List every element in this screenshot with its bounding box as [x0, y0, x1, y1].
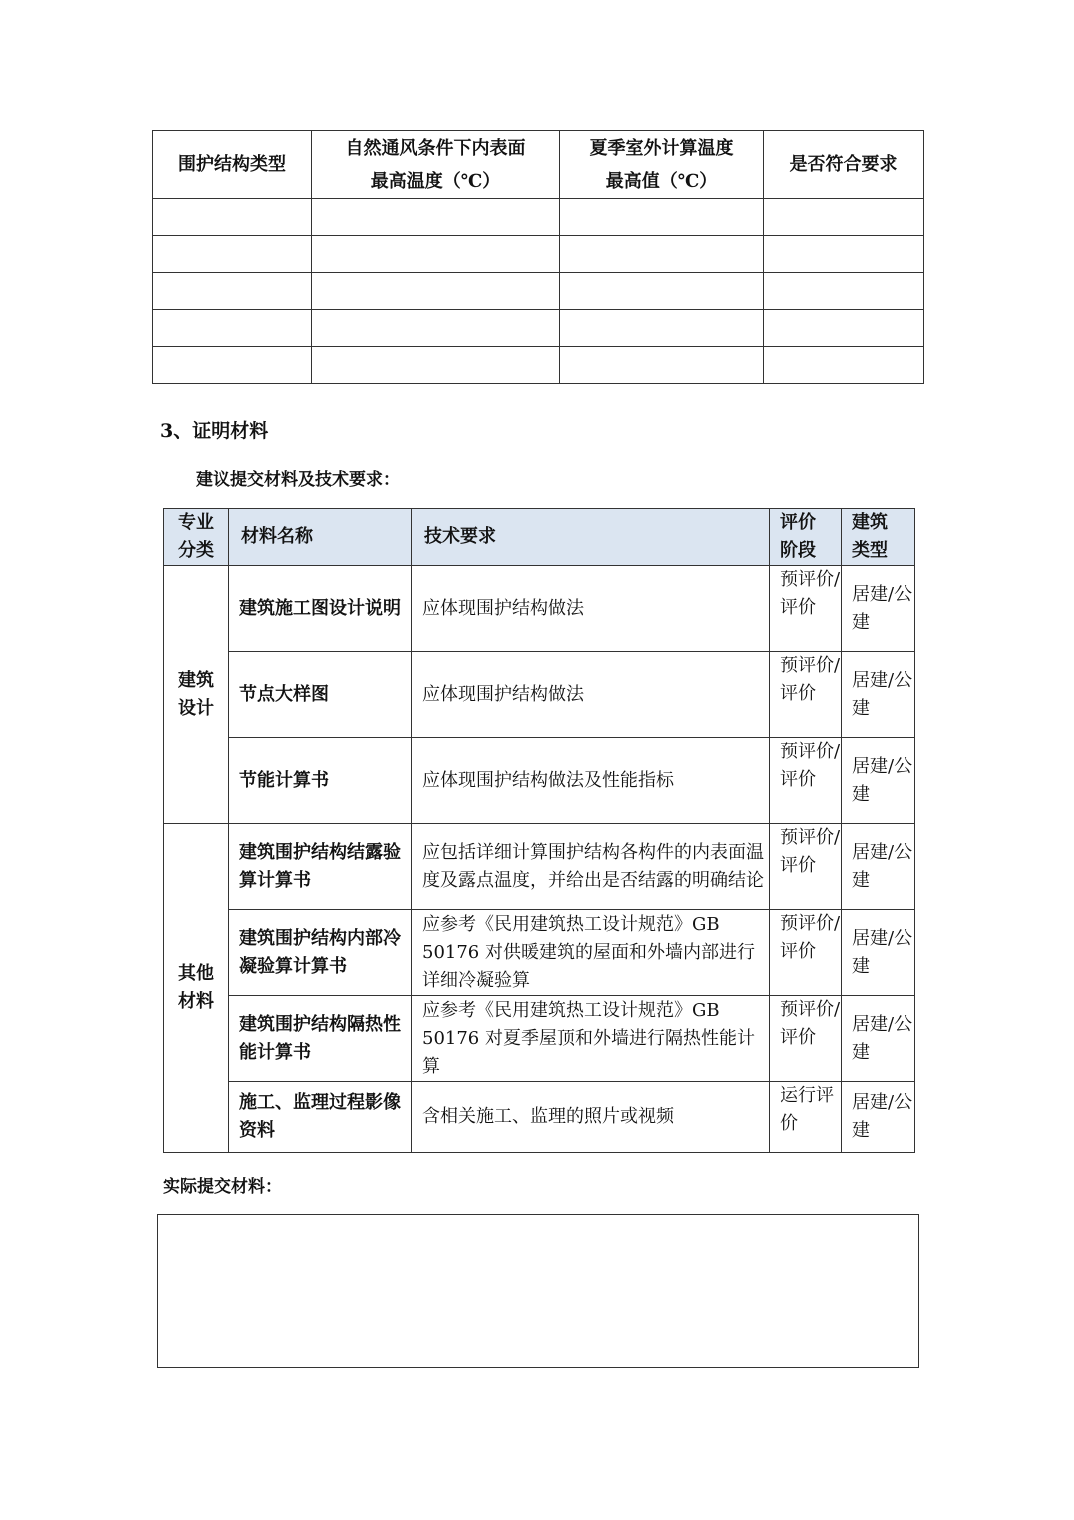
- header-requirement: 技术要求: [412, 509, 770, 566]
- material-requirement: 含相关施工、监理的照片或视频: [412, 1082, 770, 1153]
- header-category: 专业 分类: [164, 509, 229, 566]
- header-compliance: 是否符合要求: [764, 131, 924, 199]
- material-requirement: 应体现围护结构做法及性能指标: [412, 738, 770, 824]
- actual-materials-box[interactable]: [157, 1214, 919, 1368]
- material-name: 节点大样图: [229, 652, 412, 738]
- header-material-name: 材料名称: [229, 509, 412, 566]
- material-stage: 预评价/评价: [770, 738, 842, 824]
- material-name: 节能计算书: [229, 738, 412, 824]
- material-requirement: 应包括详细计算围护结构各构件的内表面温度及露点温度，并给出是否结露的明确结论: [412, 824, 770, 910]
- header-inner-surface-temp: 自然通风条件下内表面 最高温度（℃）: [312, 131, 560, 199]
- materials-table: [163, 508, 915, 1153]
- material-stage: 预评价/评价: [770, 996, 842, 1082]
- material-requirement: 应体现围护结构做法: [412, 566, 770, 652]
- material-stage: 预评价/评价: [770, 652, 842, 738]
- table-row: [164, 1082, 915, 1153]
- material-requirement: 应体现围护结构做法: [412, 652, 770, 738]
- material-building-type: 居建/公建: [842, 738, 915, 824]
- material-building-type: 居建/公建: [842, 1082, 915, 1153]
- material-name: 建筑施工图设计说明: [229, 566, 412, 652]
- material-building-type: 居建/公建: [842, 996, 915, 1082]
- table-row: [164, 566, 915, 652]
- material-name: 建筑围护结构隔热性能计算书: [229, 996, 412, 1082]
- header-building-type: 建筑 类型: [842, 509, 915, 566]
- section-title: 3、证明材料: [160, 420, 269, 442]
- table-row: [153, 273, 924, 310]
- material-requirement: 应参考《民用建筑热工设计规范》GB 50176 对供暖建筑的屋面和外墙内部进行详细冷凝验算: [412, 910, 770, 996]
- material-building-type: 居建/公建: [842, 910, 915, 996]
- header-outdoor-temp: 夏季室外计算温度 最高值（℃）: [560, 131, 764, 199]
- table-row: [164, 996, 915, 1082]
- table-row: [153, 236, 924, 273]
- table-row: [164, 910, 915, 996]
- table-row: [164, 824, 915, 910]
- header-envelope-type: 围护结构类型: [153, 131, 312, 199]
- table-row: [153, 310, 924, 347]
- table-header-row: [153, 131, 924, 199]
- material-stage: 预评价/评价: [770, 824, 842, 910]
- category-cell: 其他 材料: [164, 824, 229, 1153]
- material-stage: 预评价/评价: [770, 566, 842, 652]
- suggested-materials-label: 建议提交材料及技术要求：: [196, 470, 400, 490]
- material-stage: 预评价/评价: [770, 910, 842, 996]
- table-header-row: [164, 509, 915, 566]
- header-stage: 评价 阶段: [770, 509, 842, 566]
- category-cell: 建筑 设计: [164, 566, 229, 824]
- material-building-type: 居建/公建: [842, 566, 915, 652]
- material-building-type: 居建/公建: [842, 652, 915, 738]
- actual-materials-label: 实际提交材料：: [163, 1177, 282, 1197]
- material-name: 施工、监理过程影像资料: [229, 1082, 412, 1153]
- material-building-type: 居建/公建: [842, 824, 915, 910]
- material-name: 建筑围护结构结露验算计算书: [229, 824, 412, 910]
- table-row: [164, 652, 915, 738]
- table-row: [164, 738, 915, 824]
- material-requirement: 应参考《民用建筑热工设计规范》GB 50176 对夏季屋顶和外墙进行隔热性能计算: [412, 996, 770, 1082]
- envelope-temperature-table: [152, 130, 924, 384]
- table-row: [153, 347, 924, 384]
- table-row: [153, 199, 924, 236]
- material-name: 建筑围护结构内部冷凝验算计算书: [229, 910, 412, 996]
- material-stage: 运行评价: [770, 1082, 842, 1153]
